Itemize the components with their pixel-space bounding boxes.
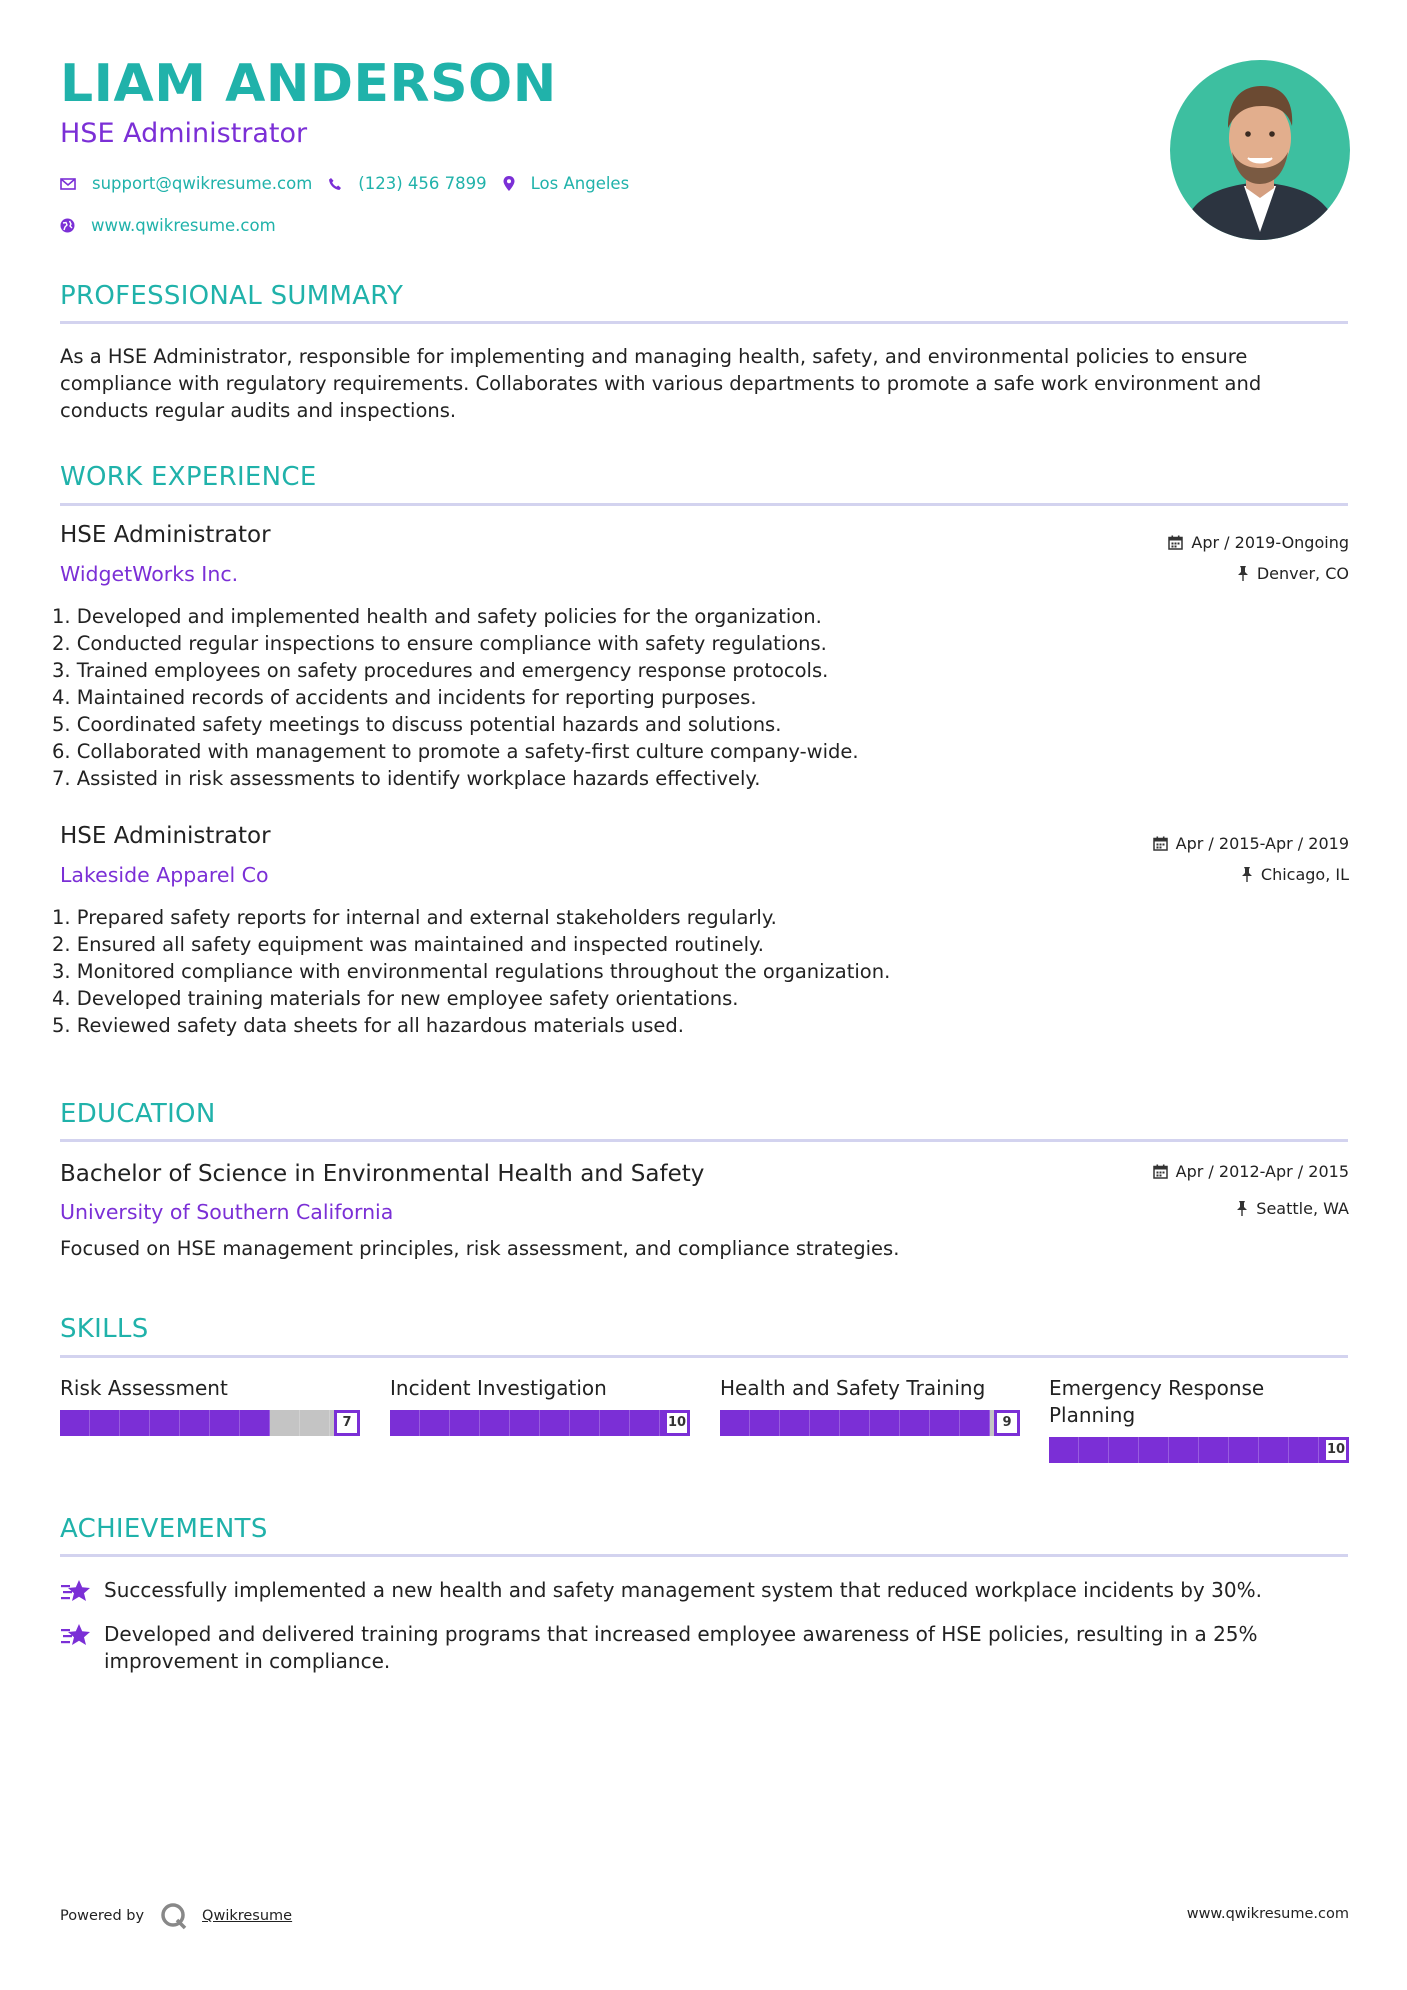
section-divider [60,321,1348,324]
rating-segment [420,1410,450,1436]
education-description: Focused on HSE management principles, risk assessment, and compliance strategies. [60,1237,900,1260]
list-item: 2. Conducted regular inspections to ensure compliance with safety regulations. [52,632,827,655]
job-location [1237,564,1349,583]
skill-item [720,1375,1020,1436]
rating-segment [780,1410,810,1436]
skill-item [1049,1375,1349,1463]
rating-segment [1259,1437,1289,1463]
achievement-text: Successfully implemented a new health and safety management system that reduced workplace incidents by 30%. [104,1578,1262,1602]
email-link[interactable]: support@qwikresume.com [92,174,313,193]
skill-score: 9 [994,1410,1020,1436]
list-item: 1. Developed and implemented health and safety policies for the organization. [52,605,822,628]
rating-segment [120,1410,150,1436]
rating-segment [240,1410,270,1436]
achievement-text: Developed and delivered training programs that increased employee awareness of HSE policies, resulting in a 25% improvement in compliance. [104,1622,1258,1673]
contact-row [60,174,629,193]
list-item: 5. Reviewed safety data sheets for all hazardous materials used. [52,1014,684,1037]
powered-by-label: Powered by [60,1908,145,1924]
profile-photo [1170,60,1350,240]
job-duties [52,904,890,1039]
education-location-text: Seattle, WA [1256,1199,1349,1218]
job-company: Lakeside Apparel Co [60,863,269,887]
calendar-icon [1168,535,1183,550]
candidate-title: HSE Administrator [60,118,308,149]
rating-segment [300,1410,330,1436]
star-icon [60,1623,92,1649]
website-row [60,216,276,235]
achievement-item [60,1621,1350,1675]
globe-icon [60,218,75,233]
phone-icon [328,177,342,191]
list-item: 7. Assisted in risk assessments to identify workplace hazards effectively. [52,767,761,790]
rating-segment [1229,1437,1259,1463]
list-item: 4. Maintained records of accidents and incidents for reporting purposes. [52,686,757,709]
skill-score: 7 [334,1410,360,1436]
skill-rating-bar [60,1410,360,1436]
pushpin-icon [1241,867,1253,882]
job-duties [52,603,859,792]
rating-segment [90,1410,120,1436]
rating-segment [1049,1437,1079,1463]
rating-segment [150,1410,180,1436]
rating-segment [270,1410,300,1436]
list-item: 4. Developed training materials for new employee safety orientations. [52,987,739,1010]
skill-item [60,1375,360,1436]
rating-segment [930,1410,960,1436]
skill-name: Emergency Response Planning [1049,1376,1265,1427]
school-name: University of Southern California [60,1200,394,1224]
job-location [1241,865,1349,884]
skill-name: Risk Assessment [60,1376,228,1400]
list-item: 1. Prepared safety reports for internal and external stakeholders regularly. [52,906,777,929]
education-heading: EDUCATION [60,1099,216,1129]
rating-segment [900,1410,930,1436]
rating-segment [960,1410,990,1436]
pushpin-icon [1236,1201,1248,1216]
list-item: 2. Ensured all safety equipment was maintained and inspected routinely. [52,933,764,956]
skill-item [390,1375,690,1436]
job-dates [1153,834,1349,853]
rating-segment [1289,1437,1319,1463]
section-divider [60,1139,1348,1142]
footer-website-link[interactable]: www.qwikresume.com [1186,1906,1349,1922]
list-item: 5. Coordinated safety meetings to discuss potential hazards and solutions. [52,713,782,736]
section-divider [60,1355,1348,1358]
skill-score: 10 [664,1410,690,1436]
location-text: Los Angeles [530,174,630,193]
rating-segment [540,1410,570,1436]
job-role: HSE Administrator [60,823,271,849]
phone-number[interactable]: (123) 456 7899 [358,174,487,193]
rating-segment [840,1410,870,1436]
rating-segment [600,1410,630,1436]
rating-segment [810,1410,840,1436]
achievement-item [60,1577,1350,1605]
experience-heading: WORK EXPERIENCE [60,462,317,492]
education-dates [1153,1162,1349,1181]
rating-segment [1169,1437,1199,1463]
section-divider [60,503,1348,506]
rating-segment [180,1410,210,1436]
rating-segment [1109,1437,1139,1463]
pushpin-icon [1237,566,1249,581]
footer-website [1187,1906,1349,1922]
skills-heading: SKILLS [60,1314,149,1344]
job-dates-text: Apr / 2019-Ongoing [1191,533,1349,552]
rating-segment [510,1410,540,1436]
skill-rating-bar [390,1410,690,1436]
job-dates [1168,533,1349,552]
rating-segment [720,1410,750,1436]
job-dates-text: Apr / 2015-Apr / 2019 [1175,834,1349,853]
job-location-text: Chicago, IL [1260,865,1349,884]
candidate-name: LIAM ANDERSON [60,54,557,114]
summary-text: As a HSE Administrator, responsible for implementing and managing health, safety, and environmental policies to ensure compliance with regulatory requirements. Collaborates with various departments to promote a safe work environment and conducts regular audits and inspections. [60,345,1262,422]
rating-segment [60,1410,90,1436]
rating-segment [450,1410,480,1436]
calendar-icon [1153,836,1168,851]
rating-segment [1079,1437,1109,1463]
website-link[interactable]: www.qwikresume.com [91,216,276,235]
degree-title: Bachelor of Science in Environmental Health and Safety [60,1161,705,1187]
rating-segment [570,1410,600,1436]
achievements-heading: ACHIEVEMENTS [60,1514,268,1544]
skill-score: 10 [1323,1437,1349,1463]
education-dates-text: Apr / 2012-Apr / 2015 [1175,1162,1349,1181]
job-role: HSE Administrator [60,522,271,548]
skill-name: Health and Safety Training [720,1376,986,1400]
list-item: 6. Collaborated with management to promote a safety-first culture company-wide. [52,740,859,763]
skill-rating-bar [720,1410,1020,1436]
section-divider [60,1554,1348,1557]
list-item: 3. Trained employees on safety procedures and emergency response protocols. [52,659,829,682]
skill-rating-bar [1049,1437,1349,1463]
rating-segment [870,1410,900,1436]
rating-segment [630,1410,660,1436]
location-pin-icon [503,176,515,191]
qwikresume-logo-icon [160,1902,188,1930]
rating-segment [1139,1437,1169,1463]
job-company: WidgetWorks Inc. [60,562,239,586]
rating-segment [750,1410,780,1436]
calendar-icon [1153,1164,1168,1179]
summary-heading: PROFESSIONAL SUMMARY [60,281,404,311]
rating-segment [390,1410,420,1436]
envelope-icon [60,178,76,190]
rating-segment [210,1410,240,1436]
footer-powered-by [60,1902,292,1930]
rating-segment [480,1410,510,1436]
qwikresume-link[interactable]: Qwikresume [202,1908,293,1924]
rating-segment [1199,1437,1229,1463]
star-icon [60,1579,92,1605]
list-item: 3. Monitored compliance with environmental regulations throughout the organization. [52,960,891,983]
education-location [1236,1199,1349,1218]
skill-name: Incident Investigation [390,1376,607,1400]
job-location-text: Denver, CO [1256,564,1349,583]
